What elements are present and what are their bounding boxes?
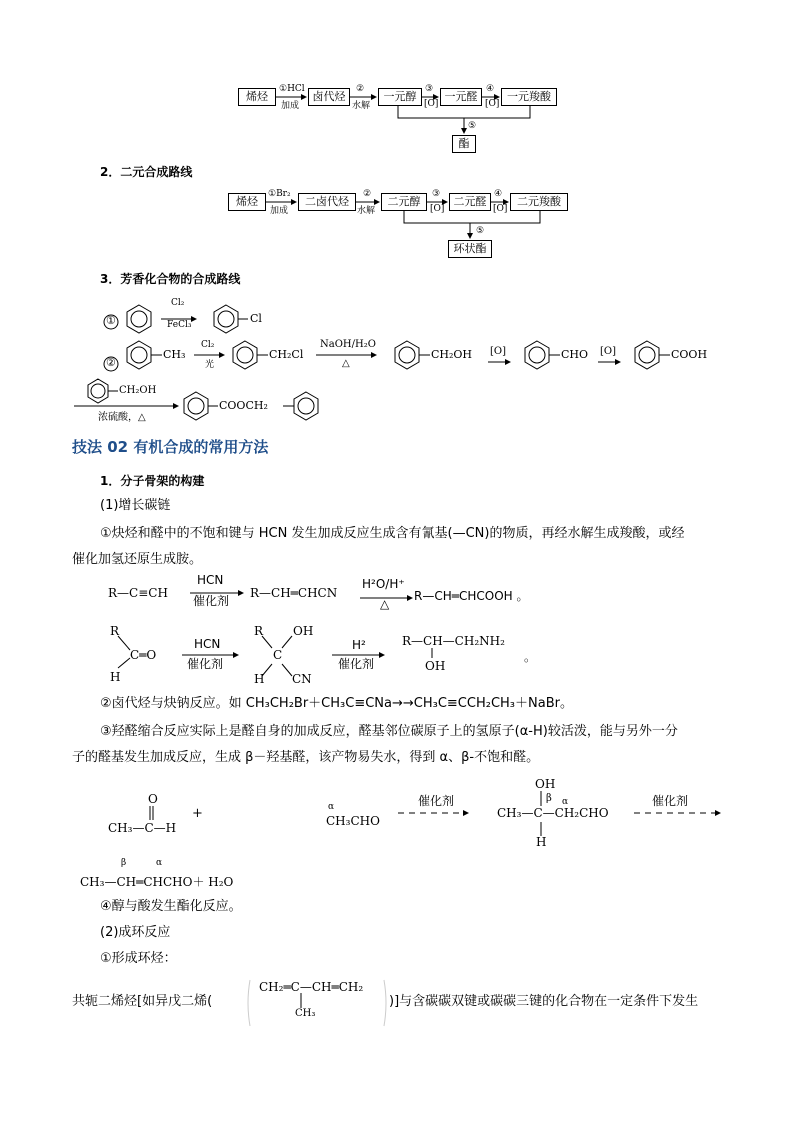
eq2-cond2-top: H²	[352, 638, 366, 652]
eq2-end: 。	[524, 650, 537, 664]
eq2-r-top: R	[110, 624, 120, 638]
section-1-title: 1．分子骨架的构建	[100, 474, 205, 488]
aromatic-r2-start-sub: CH₃	[163, 348, 186, 361]
eq3-alpha-label: α	[328, 802, 335, 812]
aromatic-r2-s2-top: NaOH/H₂O	[320, 339, 376, 350]
route1-arrow2-bottom: 水解	[352, 101, 371, 111]
route1-arrow2-top: ②	[356, 84, 365, 94]
section-2-title: 2．二元合成路线	[100, 165, 193, 179]
route2-arrow2-top: ②	[363, 189, 372, 199]
eq3-aldehyde-main: CH₃—C—H	[108, 821, 177, 835]
eq3-aldehyde-o: O	[148, 792, 158, 806]
route2-box-diacid: 二元羧酸	[510, 193, 568, 211]
aromatic-r2-s4: [O]	[600, 346, 617, 357]
aromatic-r2-s1-top: Cl₂	[201, 340, 215, 350]
paragraph-1-line-1: ①炔烃和醛中的不饱和键与 HCN 发生加成反应生成含有氰基(—CN)的物质，再经水解生成羧酸，或经	[100, 526, 685, 541]
route2-arrow1-top: ①Br₂	[268, 189, 291, 199]
eq3b-beta: β	[121, 858, 127, 868]
route2-arrow2-bottom: 水解	[357, 206, 376, 216]
route1-arrow1-top: ①HCl	[279, 84, 305, 94]
eq3-product-h: H	[536, 835, 547, 849]
route1-box-ester: 酯	[452, 135, 476, 153]
aromatic-r2-s3: [O]	[490, 346, 507, 357]
route2-down-label: ⑤	[476, 226, 485, 236]
route1-box-acid: 一元羧酸	[501, 88, 557, 106]
route2-arrow1-bottom: 加成	[270, 206, 289, 216]
eq2-m-c: C	[273, 648, 283, 662]
aromatic-r2-s2-bottom: △	[342, 358, 350, 369]
aromatic-r1-reagent-top: Cl₂	[171, 298, 185, 308]
aromatic-r2-s1-bottom: 光	[205, 360, 215, 370]
route2-arrow3-bottom: [O]	[430, 204, 445, 214]
aromatic-r1-number: ①	[106, 314, 116, 327]
eq2-cond1-top: HCN	[194, 637, 221, 651]
eq2-m-r: R	[254, 624, 264, 638]
eq2-cond2-bottom: 催化剂	[338, 657, 375, 671]
technique-02-heading: 技法 02 有机合成的常用方法	[72, 438, 269, 456]
route2-box-diol: 二元醇	[381, 193, 427, 211]
eq3-catalyst-1: 催化剂	[418, 794, 455, 808]
aromatic-r2-p3-sub: CHO	[561, 348, 589, 361]
eq3-plus: +	[192, 806, 203, 821]
route2-box-alkene: 烯烃	[228, 193, 266, 211]
aromatic-r1-product-sub: Cl	[250, 312, 262, 325]
route2-arrow4-top: ④	[494, 189, 503, 199]
eq1-reactant: R—C≡CH	[108, 586, 168, 600]
aromatic-r2-p1-sub: CH₂Cl	[269, 348, 304, 361]
aromatic-r3-reagent-top: CH₂OH	[119, 385, 157, 396]
eq2-m-cn: CN	[292, 672, 312, 686]
section-3-title: 3．芳香化合物的合成路线	[100, 272, 241, 286]
aromatic-r3-product-sub: COOCH₂	[219, 399, 268, 412]
route1-box-alcohol: 一元醇	[378, 88, 422, 106]
eq3b-main: CH₃—CH═CHCHO＋ H₂O	[80, 875, 234, 889]
paragraph-2: ②卤代烃与炔钠反应。如 CH₃CH₂Br＋CH₃C≡CNa→→CH₃C≡CCH₂CH₃＋NaBr。	[100, 696, 573, 711]
eq1-cond2-bottom: △	[380, 597, 390, 611]
paragraph-6-end: )]与含碳碳双键或碳碳三键的化合物在一定条件下发生	[389, 994, 699, 1009]
eq1-cond1-top: HCN	[197, 573, 224, 587]
eq3b-alpha: α	[156, 858, 163, 868]
eq3-catalyst-2: 催化剂	[652, 794, 689, 808]
paragraph-4: ④醇与酸发生酯化反应。	[100, 899, 242, 914]
eq2-r-h: H	[110, 670, 121, 684]
subsection-ring-formation: (2)成环反应	[100, 925, 171, 940]
route2-arrow3-top: ③	[432, 189, 441, 199]
route1-arrow3-bottom: [O]	[424, 99, 439, 109]
aromatic-r1-reagent-bottom: FeCl₃	[167, 320, 192, 330]
eq2-m-h: H	[254, 672, 265, 686]
route1-box-alkene: 烯烃	[238, 88, 276, 106]
route1-arrow4-top: ④	[486, 84, 495, 94]
route2-box-dihalide: 二卤代烃	[298, 193, 356, 211]
route2-box-cyclic-ester: 环状酯	[448, 240, 492, 258]
eq1-product: R—CH═CHCOOH 。	[414, 589, 529, 603]
eq3-product-beta: β	[546, 793, 552, 804]
paragraph-3-line-1: ③羟醛缩合反应实际上是醛自身的加成反应，醛基邻位碳原子上的氢原子(α-H)较活泼，能与另外一分	[100, 724, 678, 739]
eq2-product-oh: OH	[425, 659, 446, 673]
eq2-r-carbonyl: C═O	[130, 648, 157, 662]
route1-box-aldehyde: 一元醛	[440, 88, 482, 106]
route2-arrow4-bottom: [O]	[493, 204, 508, 214]
eq3-product-alpha: α	[562, 797, 569, 807]
aromatic-r3-reagent-bottom: 浓硫酸，△	[98, 412, 146, 423]
paragraph-3-line-2: 子的醛基发生加成反应，生成 β－羟基醛，该产物易失水，得到 α、β-不饱和醛。	[72, 750, 540, 765]
route1-down-label: ⑤	[468, 121, 477, 131]
route1-box-haloalkane: 卤代烃	[308, 88, 350, 106]
aromatic-r2-number: ②	[106, 356, 116, 369]
isoprene-methyl: CH₃	[295, 1008, 316, 1019]
eq2-product-main: R—CH—CH₂NH₂	[402, 634, 505, 648]
isoprene-main: CH₂═C—CH═CH₂	[259, 980, 364, 994]
eq3-product-main: CH₃—C—CH₂CHO	[497, 806, 609, 820]
subsection-extend-chain: (1)增长碳链	[100, 498, 171, 513]
paragraph-1-line-2: 催化加氢还原生成胺。	[72, 552, 203, 567]
eq2-cond1-bottom: 催化剂	[187, 657, 224, 671]
aromatic-r2-p2-sub: CH₂OH	[431, 348, 473, 361]
route1-arrow4-bottom: [O]	[485, 99, 500, 109]
eq1-mid: R—CH═CHCN	[250, 586, 338, 600]
eq1-cond1-bottom: 催化剂	[193, 594, 230, 608]
aromatic-r2-p4-sub: COOH	[671, 348, 708, 361]
eq3-product-oh: OH	[535, 777, 556, 791]
route1-arrow1-bottom: 加成	[281, 101, 300, 111]
paragraph-6-start: 共轭二烯烃[如异戊二烯(	[72, 994, 213, 1009]
eq2-m-oh: OH	[293, 624, 314, 638]
eq3-acetaldehyde: CH₃CHO	[326, 814, 380, 828]
route1-arrow3-top: ③	[425, 84, 434, 94]
route2-box-dialdehyde: 二元醛	[449, 193, 491, 211]
paragraph-5: ①形成环烃：	[100, 951, 177, 966]
eq1-cond2-top: H²O/H⁺	[362, 577, 405, 591]
